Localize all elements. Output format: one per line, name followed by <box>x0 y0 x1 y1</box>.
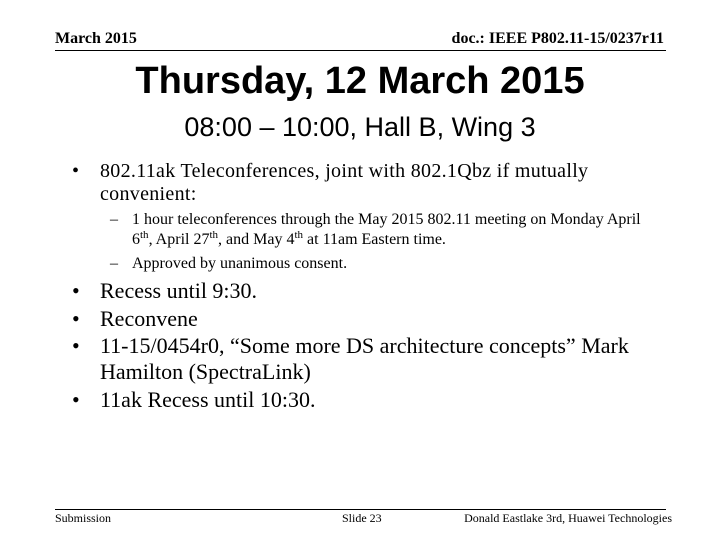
subbullet-approved <box>110 254 660 274</box>
footer-rule <box>55 509 666 510</box>
bullet-marker: • <box>72 333 80 358</box>
subbullet-text <box>132 210 660 250</box>
subbullet-text: Approved by unanimous consent. <box>132 255 348 272</box>
subbullet-text-part: , and May 4 <box>218 231 295 248</box>
bullet-teleconferences <box>72 160 632 210</box>
bullet-marker: • <box>72 160 80 182</box>
superscript: th <box>209 229 219 241</box>
bullet-recess-1030 <box>72 386 632 414</box>
footer-author: Donald Eastlake 3rd, Huawei Technologies <box>464 511 672 525</box>
bullet-marker: • <box>72 387 80 412</box>
slide-title: Thursday, 12 March 2015 <box>135 60 585 102</box>
bullet-presentation <box>72 333 632 389</box>
header-date: March 2015 <box>55 30 137 47</box>
subbullet-text-part: 1 hour teleconferences through the May 2015 802.11 meeting on Monday April 6 <box>132 211 641 248</box>
bullet-marker: • <box>72 306 80 331</box>
superscript: th <box>140 229 149 241</box>
bullet-text: Reconvene <box>100 306 198 331</box>
slide-subtitle: 08:00 – 10:00, Hall B, Wing 3 <box>184 112 536 142</box>
footer-submission: Submission <box>55 511 112 525</box>
superscript: th <box>294 229 304 241</box>
subbullet-text-part: at 11am Eastern time. <box>303 231 446 248</box>
bullet-reconvene <box>72 305 632 333</box>
bullet-marker: • <box>72 278 80 303</box>
subbullet-marker: – <box>110 255 118 272</box>
subbullet-text-part: , April 27 <box>148 231 210 248</box>
bullet-text: 802.11ak Teleconferences, joint with 802.1Qbz if mutually convenient: <box>100 160 589 205</box>
subbullet-marker: – <box>110 211 118 228</box>
subbullet-teleconference-schedule <box>110 210 660 252</box>
bullet-text: 11-15/0454r0, “Some more DS architecture concepts” Mark Hamilton (SpectraLink) <box>100 333 629 384</box>
bullet-text: 11ak Recess until 10:30. <box>100 387 316 412</box>
header-doc-id: doc.: IEEE P802.11-15/0237r11 <box>451 30 664 47</box>
footer-slide-number: Slide 23 <box>342 511 382 525</box>
bullet-recess-930 <box>72 277 632 305</box>
header-rule <box>55 50 666 51</box>
bullet-text: Recess until 9:30. <box>100 278 258 303</box>
